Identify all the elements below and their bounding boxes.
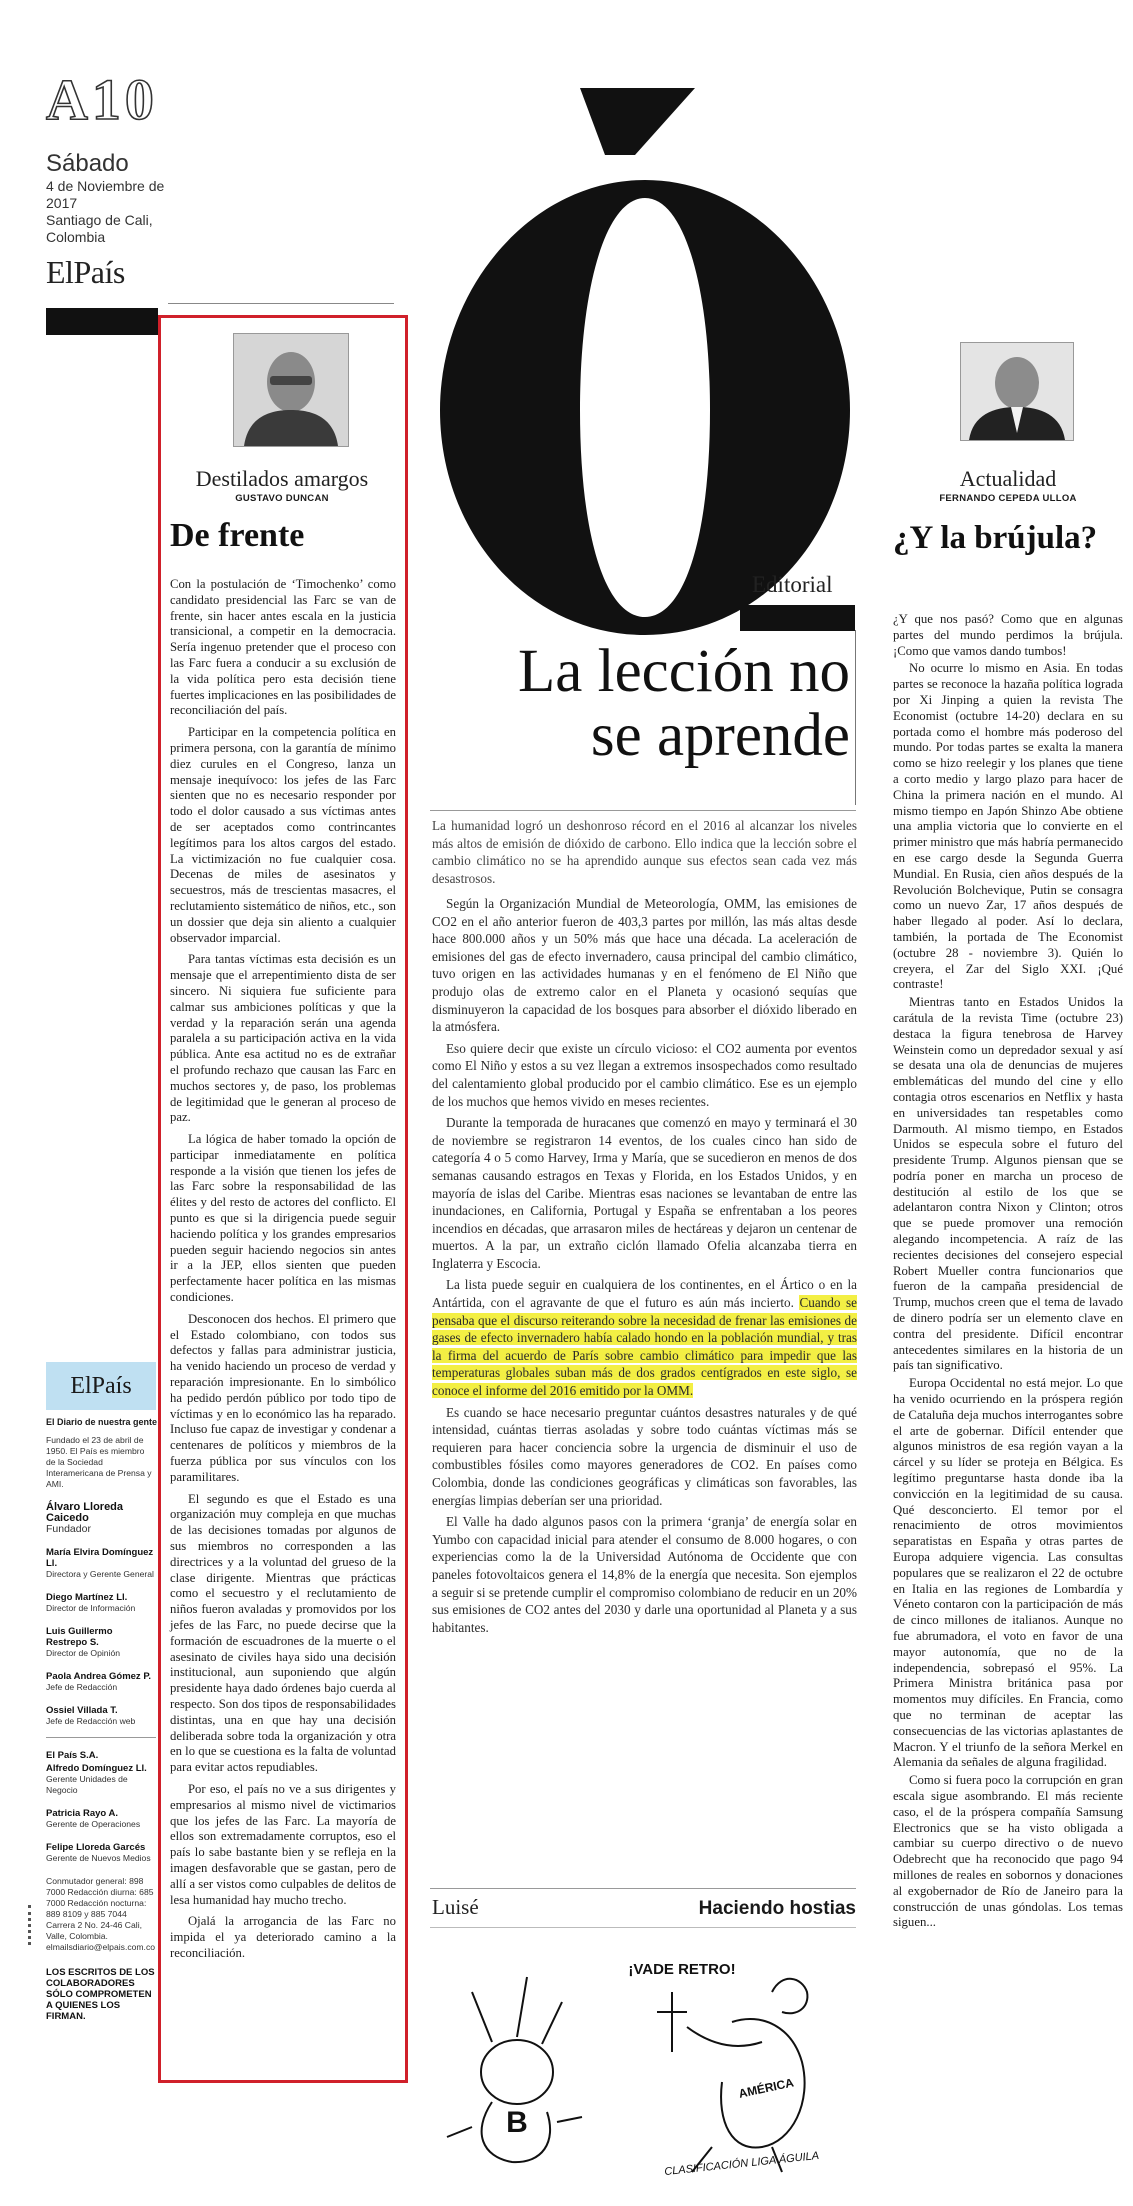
column-paragraph: Europa Occidental no está mejor. Lo que ha venido ocurriendo en la próspera región de Cataluña deja muchos interrogantes sobre el arte de gobernar. Difícil entender que algunos ministros de esa región vayan a la cárcel y su líder se proteja en Bélgica. Es legítimo preguntarse hasta donde iba la convicción en la legitimidad de su causa. Qué desconcierto. El temor por el renacimiento de otros movimientos separatistas en España y otras partes de Europa adquiere vigencia. Las consultas populares que se realizaron el 22 de octubre en Italia en las regiones de Lombardía y Véneto contaron con la participación de más de cinco millones de italianos. Aunque no fue abrumadora, el voto en favor de una mayor autonomía, que no de la independencia, sobrepasó el 95%. La Primera Ministra británica pasa por momentos muy difíciles. En Francia, como que no terminan de aceptar las consecuencias de las victorias aplastantes de Macron. Y el triunfo de la señora Merkel en Alemania da señales de alguna fragilidad. [893,1376,1123,1770]
company-name: Alfredo Domínguez Ll. [46,1763,147,1774]
column-section-name: Destilados amargos [195,466,369,491]
staff-entry [46,1547,156,1580]
column-title: De frente [170,517,305,554]
staff-role: Jefe de Redacción [46,1682,118,1692]
editorial-bracket-line [855,630,856,805]
editorial-headline [432,640,850,768]
staff-name: Ossiel Villada T. [46,1705,118,1716]
section-black-bar [46,308,158,335]
page-number: A10 [46,67,158,132]
company-entry [46,1808,156,1830]
column-author-right: FERNANDO CEPEDA ULLOA [939,493,1077,504]
cartoon-rule-top [430,1888,856,1889]
staff-name: Luis Guillermo Restrepo S. [46,1626,113,1648]
company-name: Patricia Rayo A. [46,1808,118,1819]
cartoon-rule-bottom [430,1927,856,1928]
cartoon-tag-b: B [506,2106,528,2139]
cartoon-title: Haciendo hostias [698,1898,856,1919]
column-paragraph: Con la postulación de ‘Timochenko’ como candidato presidencial las Farc se van de frente, sin hacer antes escala en la justicia transicional, a competir en la democracia. Sería ingenuo pretender que el proceso con las Farc fuera a conducir a su exclusión de la vida política pero esta decisión tiene fuertes implicaciones en las posibilidades de reconciliación del país. [170,577,396,718]
staff-entry [46,1502,156,1535]
info-box-logo [46,1362,156,1410]
headline-line-1: La lección no [518,638,850,705]
info-box-body [46,1435,156,2022]
priest-figure [657,1979,807,2172]
column-paragraph: La lógica de haber tomado la opción de participar inmediatamente en política responde a la visión que tienen los jefes de las Farc sobre la responsabilidad de las élites y del resto de actores del conflicto. El punto es que si la dirigencia puede seguir haciendo política y los grandes empresarios pueden seguir haciendo negocios sin antes ir a la JEP, ellos sienten que pueden perfectamente hacer política en las mismas condiciones. [170,1132,396,1305]
editorial-label: Editorial [752,572,833,597]
column-paragraph: ¿Y que nos pasó? Como que en algunas partes del mundo perdimos la brújula. ¡Como que vamos dando tumbos! [893,612,1123,658]
company-role: Gerente Unidades de Negocio [46,1774,128,1795]
fold-mark [28,1905,35,1945]
dateline [46,150,196,246]
column-paragraph: El segundo es que el Estado es una organización muy compleja en que muchas de las decisiones tomadas por algunos de sus miembros no corresponden a las directrices y a la voluntad del grueso de la clase dirigente. Mientras que prácticas como el secuestro y el reclutamiento de niños fueron avaladas y promovidos por los jefes de las Farc, no puede decirse que la formación de escuadrones de la muerte o el asesinato de civiles haya sido una decisión institucional, aun suponiendo que algún presidente haya dado órdenes bajo cuerda al respecto. Son dos tipos de responsabilidades distintas, una en que hay una decisión deliberada sobre toda la organización y otra en lo que se cuestiona es la falta de voluntad para evitar actos repudiables. [170,1491,396,1775]
person-silhouette-icon [961,343,1073,440]
staff-entry [46,1705,156,1727]
column-paragraph: Participar en la competencia política en primera persona, con la garantía de mínimo diez curules en el Congreso, lanza un mensaje inequívoco: los jefes de las Farc sienten que no es necesario responder por todo el dolor causado a sus víctimas antes de ser aceptados como contrincantes legítimos para los altos cargos del estado. La victimización no fue cualquier cosa. Decenas de miles de asesinatos y secuestros, más de trescientas masacres, el reclutamiento sistemático de niños, etc., son un dossier que deja sin aliento a cualquier observador imparcial. [170,725,396,945]
company-name: Felipe Lloreda Garcés [46,1842,146,1853]
company-entry [46,1763,156,1796]
person-silhouette-icon [234,334,348,446]
staff-entry [46,1671,156,1693]
editorial-paragraph-highlighted [432,1276,857,1399]
paragraph-plain-text: La lista puede seguir en cualquiera de los continentes, en el Ártico o en la Antártida, con el agravante de que el futuro es aún más incierto. [432,1277,857,1311]
info-box-logo-text: ElPaís [70,1373,132,1399]
editorial-paragraph: El Valle ha dado algunos pasos con la primera ‘granja’ de energía solar en Yumbo con capacidad inicial para atender el consumo de 8.000 hogares, o con experiencias como la de la Universidad Autónoma de Occidente que con paneles fotovoltaicos genera el 14,8% de la energía que necesita. Son ejemplos a seguir si se pretende cumplir el compromiso colombiano de reducir en un 20% sus emisiones de CO2 antes del 2030 y darle una oportunidad al Planeta y a sus habitantes. [432,1514,857,1635]
column-author: GUSTAVO DUNCAN [235,493,329,504]
staff-role: Fundador [46,1523,91,1535]
column-paragraph: Por eso, el país no ve a sus dirigentes y empresarios al mismo nivel de victimarios que los jefes de las Farc. La mayoría de ellos son extremadamente corruptos, eso el país lo sabe bastante bien y se refleja en la imagen desfavorable que se gastan, pero de allí a ser vistos como culpables de delitos de lesa humanidad hay mucho trecho. [170,1781,396,1907]
staff-entry [46,1592,156,1614]
column-section-name-right: Actualidad [959,466,1057,491]
acute-accent [580,88,695,155]
big-letter-o [430,80,860,640]
cartoon-illustration [432,1932,856,2182]
headline-line-2: se aprende [590,702,850,769]
dateline-date: 4 de Noviembre de 2017 [46,178,165,211]
staff-name: Diego Martínez Ll. [46,1592,128,1603]
company-role: Gerente de Nuevos Medios [46,1853,151,1863]
info-box-tagline: El Diario de nuestra gente [46,1417,158,1427]
staff-role: Jefe de Redacción web [46,1716,136,1726]
column-title-right: ¿Y la brújula? [893,520,1098,556]
author-photo-duncan [233,333,349,447]
column-paragraph: Para tantas víctimas esta decisión es un mensaje que el arrepentimiento dista de ser sincero. Ni siquiera fue suficiente para calmar sus ambiciones políticas y que la verdad y la reparación serán una agenda paralela a su participación activa en la vida pública. Ante esa actitud no es de extrañar el profundo rechazo que causan las Farc en muchos sectores y, de paso, los problemas de legitimidad que le generan al proceso de paz. [170,952,396,1125]
column-paragraph: Ojalá la arrogancia de las Farc no impida el ya deteriorado camino a la reconciliación. [170,1914,396,1960]
staff-name: Álvaro Lloreda Caicedo [46,1501,124,1524]
editorial-lead: La humanidad logró un deshonroso récord en el 2016 al alcanzar los niveles más altos de emisión de dióxido de carbono. Ello indica que la lección sobre el cambio climático no se ha aprendido aunque sus efectos sean cada vez más desastrosos. [432,818,857,886]
staff-entry [46,1626,156,1659]
company-entry [46,1750,156,1761]
info-divider [46,1737,156,1738]
staff-name: Paola Andrea Gómez P. [46,1671,152,1682]
founding-note: Fundado el 23 de abril de 1950. El País es miembro de la Sociedad Interamericana de Prensa y AMI. [46,1435,152,1489]
dateline-place: Santiago de Cali, Colombia [46,212,153,245]
contact-info: Conmutador general: 898 7000 Redacción diurna: 685 7000 Redacción nocturna: 889 8109 y 885 7044 Carrera 2 No. 24-46 Cali, Valle, Colombia. elmailsdiario@elpais.com.co [46,1876,156,1952]
cartoon-caption: CLASIFICACIÓN LIGA ÁGUILA [663,2149,820,2179]
editorial-black-bar [740,605,855,631]
editorial-rule [430,810,856,811]
disclaimer-note: LOS ESCRITOS DE LOS COLABORADORES SÓLO COMPROMETEN A QUIENES LOS FIRMAN. [46,1967,155,2022]
column-paragraph: Desconocen dos hechos. El primero que el Estado colombiano, con todos sus defectos y fallas para administrar justicia, ha venido haciendo un proceso de verdad y reparación impresionante. En lo simbólico ha pedido perdón público por todo tipo de víctimas y en lo económico las ha reparado. Incluso fue capaz de investigar y condenar a centenares de políticos y miembros de la fuerza pública por sus vínculos con los paramilitares. [170,1311,396,1484]
staff-role: Directora y Gerente General [46,1569,154,1579]
cartoon-speech: ¡VADE RETRO! [628,1961,736,1978]
column-paragraph: Como si fuera poco la corrupción en gran escala sigue asombrando. El más reciente caso, el de la próspera compañía Samsung Electronics que se ha visto obligada a cambiar su cuerpo directivo o de nuevo Odebrecht que ha reconocido que pago 94 millones de reales en sobornos y donaciones al exgobernador de Río de Janeiro para la construcción de unas góndolas. Los temas siguen... [893,1773,1123,1930]
author-photo-cepeda [960,342,1074,441]
company-role: Gerente de Operaciones [46,1819,141,1829]
staff-role: Director de Opinión [46,1648,121,1658]
editorial-paragraph: Es cuando se hace necesario preguntar cuántos desastres naturales y de qué intensidad, cuántas tierras asoladas y sobre todo cuántas víctimas más se requieren para hacer conciencia sobre la urgencia de disminuir el uso de combustibles fósiles como mayores generadores de CO2. En países como Colombia, donde las condiciones geográficas y climáticas son favorables, las energías limpias deberían ser una prioridad. [432,1404,857,1508]
cartoon-label: Luisé [432,1895,479,1919]
top-rule [168,303,394,304]
brand-logo: ElPaís [46,254,125,290]
editorial-paragraph: Durante la temporada de huracanes que comenzó en mayo y terminará el 30 de noviembre se registraron 14 eventos, de los cuales cinco han sido de categoría 4 o 5 como Harvey, Irma y María, que se sucedieron en menos de dos semanas causando estragos en Texas y Florida, en los Estados Unidos, y en mayoría de islas del Caribe. Mientras esas naciones se levantaban de entre las inundaciones, en California, Portugal y España se enfrentaban a los peores incendios en décadas, que arrasaron miles de hectáreas y dejaron un centenar de muertos. A la par, un extraño ciclón llamado Ofelia alcanzaba tierra en Inglaterra y Escocia. [432,1115,857,1271]
company-entry [46,1842,156,1864]
cartoon-tag-america: AMÉRICA [737,2075,796,2101]
staff-name: María Elvira Domínguez Ll. [46,1547,154,1569]
column-body-right [893,612,1123,1933]
staff-role: Director de Información [46,1603,136,1613]
highlighted-text: Cuando se pensaba que el discurso reiterando sobre la necesidad de frenar las emisiones de gases de efecto invernadero había calado hondo en la población mundial, y tras la firma del acuerdo de París sobre cambio climático para impedir que las temperaturas globales suban más de dos grados centígrados en este siglo, se conoce el informe del 2016 emitido por la OMM. [432,1295,858,1399]
column-body [170,577,396,1968]
dateline-day: Sábado [46,150,129,177]
editorial-paragraph: Según la Organización Mundial de Meteorología, OMM, las emisiones de CO2 en el año anterior fueron de 403,3 partes por millón, las más altas desde hace 800.000 años y un 50% más que hace una década. La aceleración de emisiones del gas de efecto invernadero, causa principal del cambio climático, tuvo origen en las actividades humanas y en el fenómeno de El Niño que produjo olas de extremo calor en el Planeta y ocasionó sequías que disminuyeron la capacidad de los bosques para absorber el dióxido liberado en la atmósfera. [432,896,857,1035]
company-name: El País S.A. [46,1750,99,1761]
letter-o-shape [440,180,850,635]
editorial-paragraph: Eso quiere decir que existe un círculo vicioso: el CO2 aumenta por eventos como El Niño y estos a su vez llegan a extremos insospechados como resultado del calentamiento global producido por el cambio climático. Ese es un ejemplo de los muchos que hemos vivido en meses recientes. [432,1040,857,1109]
column-paragraph: No ocurre lo mismo en Asia. En todas partes se reconoce la hazaña política lograda por Xi Jinping a quien la revista The Economist (octubre 14-20) declara en su portada como el hombre más poderoso del mundo. Por todas partes se exalta la manera como se hizo reelegir y los planes que tiene a corto medio y largo plazo para hacer de China la primera nación en el mundo. Al mismo tiempo en Japón Shinzo Abe obtiene una amplia victoria que lo convierte en el primer ministro que más habría permanecido en ese cargo desde la Segunda Guerra Mundial. En Rusia, cien años después de la Revolución Bolchevique, Putin se consagra como un nuevo Zar, 17 años después de haber llegado al poder. Así lo declara, también, la portada de The Economist (octubre 28 - noviembre 3). Quién lo creyera, el Zar del Siglo XXI. ¡Qué contraste! [893,661,1123,992]
editorial-body [432,895,857,1640]
column-paragraph: Mientras tanto en Estados Unidos la carátula de la revista Time (octubre 23) destaca la figura tenebrosa de Harvey Weinstein como un depredador sexual y así se desata una ola de denuncias de mujeres emblemáticas del mundo del cine y ello contagia otros escenarios en Netflix y hasta en universidades tan respetables como Darmouth. Al mismo tiempo, en Estados Unidos se especula sobre el futuro del presidente Trump. Algunos piensan que se podría poner en marcha un proceso de destitución al estilo de los que se adelantaron contra Nixon y Clinton; otros que se puede promover una remoción alegando incompetencia. A raíz de las recientes decisiones del consejero especial Robert Mueller contra funcionarios que fueron de la campaña presidencial de Trump, muchos creen que el tema de lavado de dinero podría ser un elemento clave en contra del presidente. Difícil encontrar antecedentes similares en la historia de un país tan significativo. [893,995,1123,1373]
